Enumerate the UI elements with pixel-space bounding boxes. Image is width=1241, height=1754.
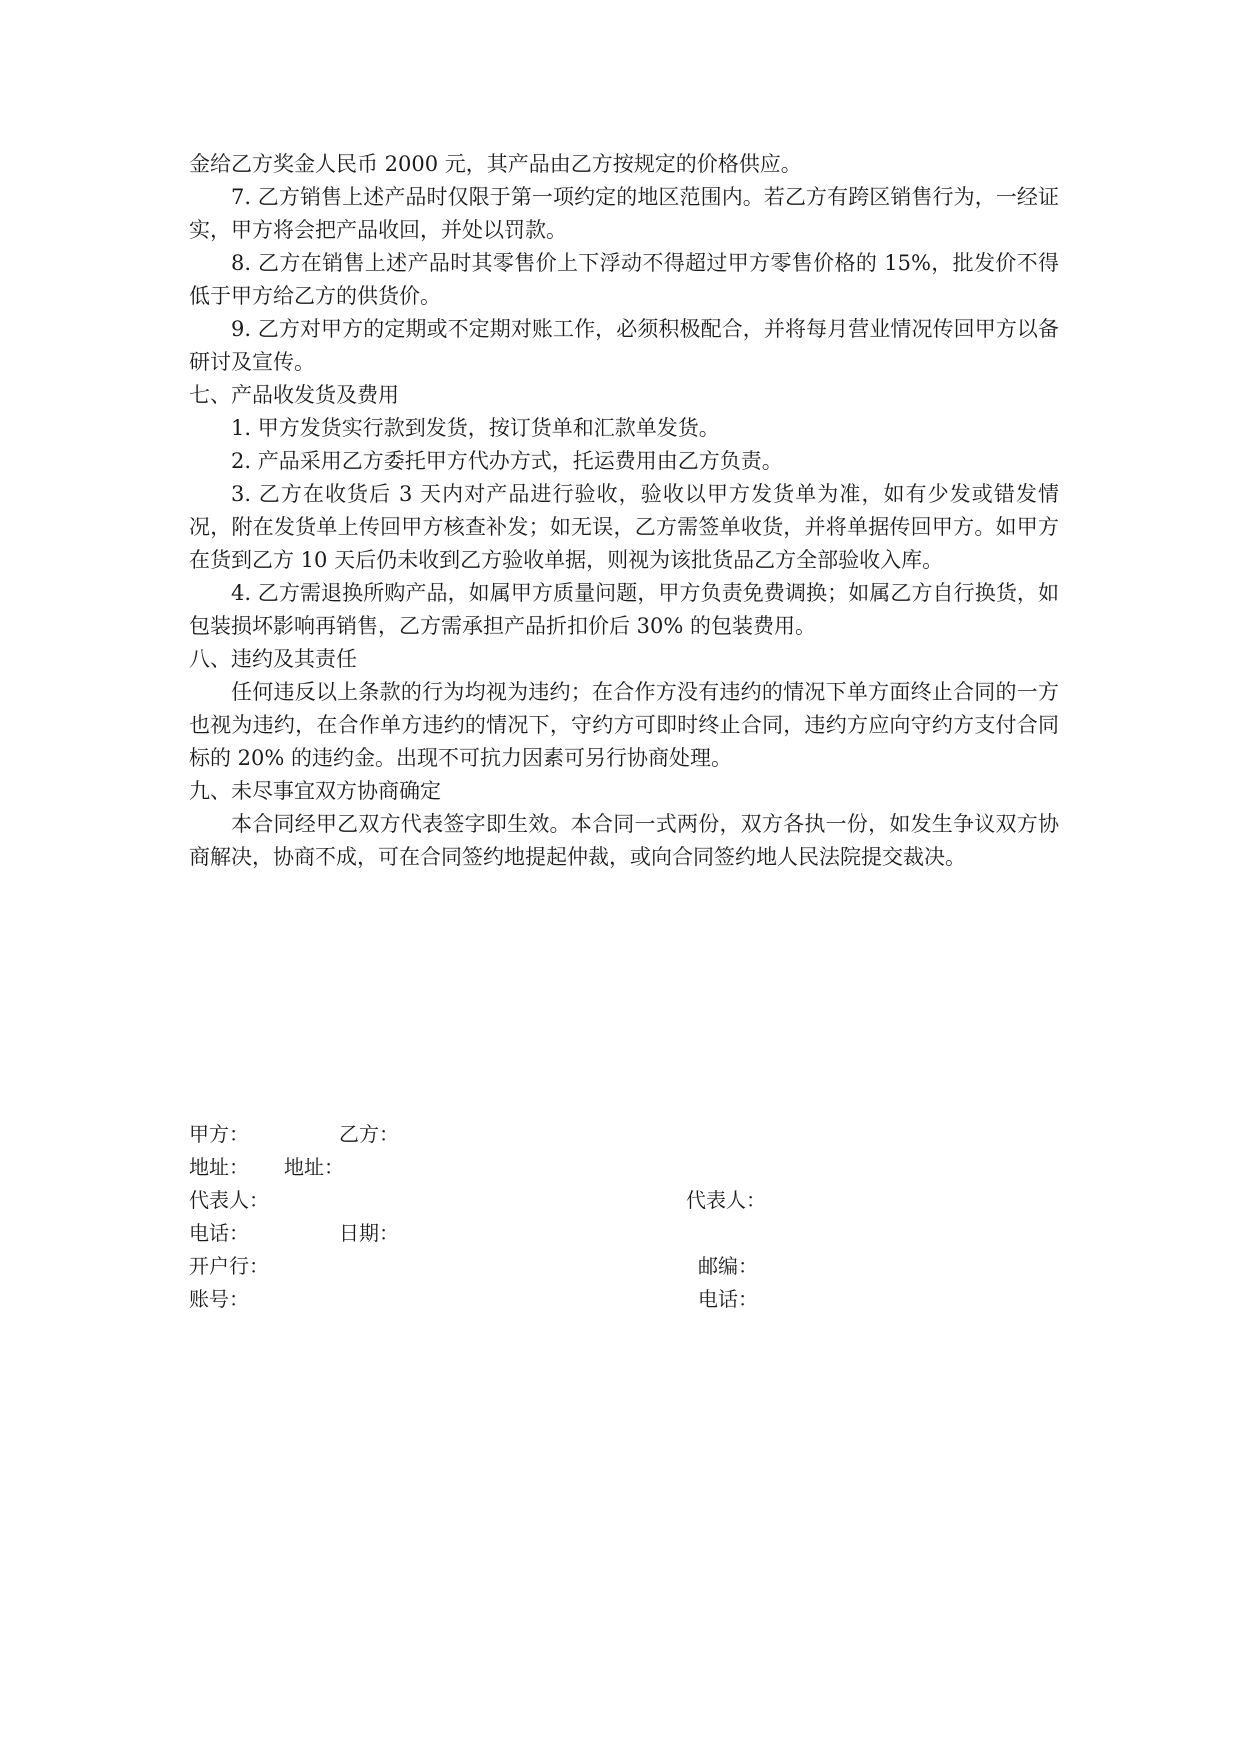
section-heading-9: 九、未尽事宜双方协商确定 <box>189 779 441 803</box>
section-heading-7: 七、产品收发货及费用 <box>189 383 399 407</box>
clause-9-body: 本合同经甲乙双方代表签字即生效。本合同一式两份，双方各执一份，如发生争议双方协商解决，协商不成，可在合同签约地提起仲裁，或向合同签约地人民法院提交裁决。 <box>189 812 1059 869</box>
clause-7-4: 4. 乙方需退换所购产品，如属甲方质量问题，甲方负责免费调换；如属乙方自行换货，如包装损坏影响再销售，乙方需承担产品折扣价后 30% 的包装费用。 <box>189 581 1059 638</box>
date-label: 日期： <box>339 1221 399 1245</box>
address-a-label: 地址： <box>189 1155 249 1179</box>
clause-6-7: 7. 乙方销售上述产品时仅限于第一项约定的地区范围内。若乙方有跨区销售行为，一经证实，甲方将会把产品收回，并处以罚款。 <box>189 185 1059 242</box>
address-b-label: 地址： <box>284 1155 344 1179</box>
bank-label: 开户行： <box>189 1254 269 1278</box>
party-a-label: 甲方： <box>189 1122 249 1146</box>
representative-b-label: 代表人： <box>686 1188 766 1212</box>
clause-8-body: 任何违反以上条款的行为均视为违约；在合作方没有违约的情况下单方面终止合同的一方也视为违约，在合作单方违约的情况下，守约方可即时终止合同，违约方应向守约方支付合同标的 20% 的违约金。出现不可抗力因素可另行协商处理。 <box>189 680 1059 770</box>
clause-7-2: 2. 产品采用乙方委托甲方代办方式，托运费用由乙方负责。 <box>231 449 783 473</box>
postcode-label: 邮编： <box>698 1254 758 1278</box>
party-b-label: 乙方： <box>339 1122 399 1146</box>
representative-a-label: 代表人： <box>189 1188 269 1212</box>
clause-6-8: 8. 乙方在销售上述产品时其零售价上下浮动不得超过甲方零售价格的 15%，批发价不得低于甲方给乙方的供货价。 <box>189 251 1059 308</box>
contract-body <box>189 148 1059 874</box>
clause-7-1: 1. 甲方发货实行款到发货，按订货单和汇款单发货。 <box>231 416 720 440</box>
phone-a-label: 电话： <box>189 1221 249 1245</box>
clause-7-3: 3. 乙方在收货后 3 天内对产品进行验收，验收以甲方发货单为准，如有少发或错发情况，附在发货单上传回甲方核查补发；如无误，乙方需签单收货，并将单据传回甲方。如甲方在货到乙方 10 天后仍未收到乙方验收单据，则视为该批货品乙方全部验收入库。 <box>189 482 1059 572</box>
section-heading-8: 八、违约及其责任 <box>189 647 357 671</box>
clause-6-9: 9. 乙方对甲方的定期或不定期对账工作，必须积极配合，并将每月营业情况传回甲方以备研讨及宣传。 <box>189 317 1059 374</box>
phone-b-label: 电话： <box>698 1287 758 1311</box>
paragraph-continuation: 金给乙方奖金人民币 2000 元，其产品由乙方按规定的价格供应。 <box>189 152 802 176</box>
account-label: 账号： <box>189 1287 249 1311</box>
